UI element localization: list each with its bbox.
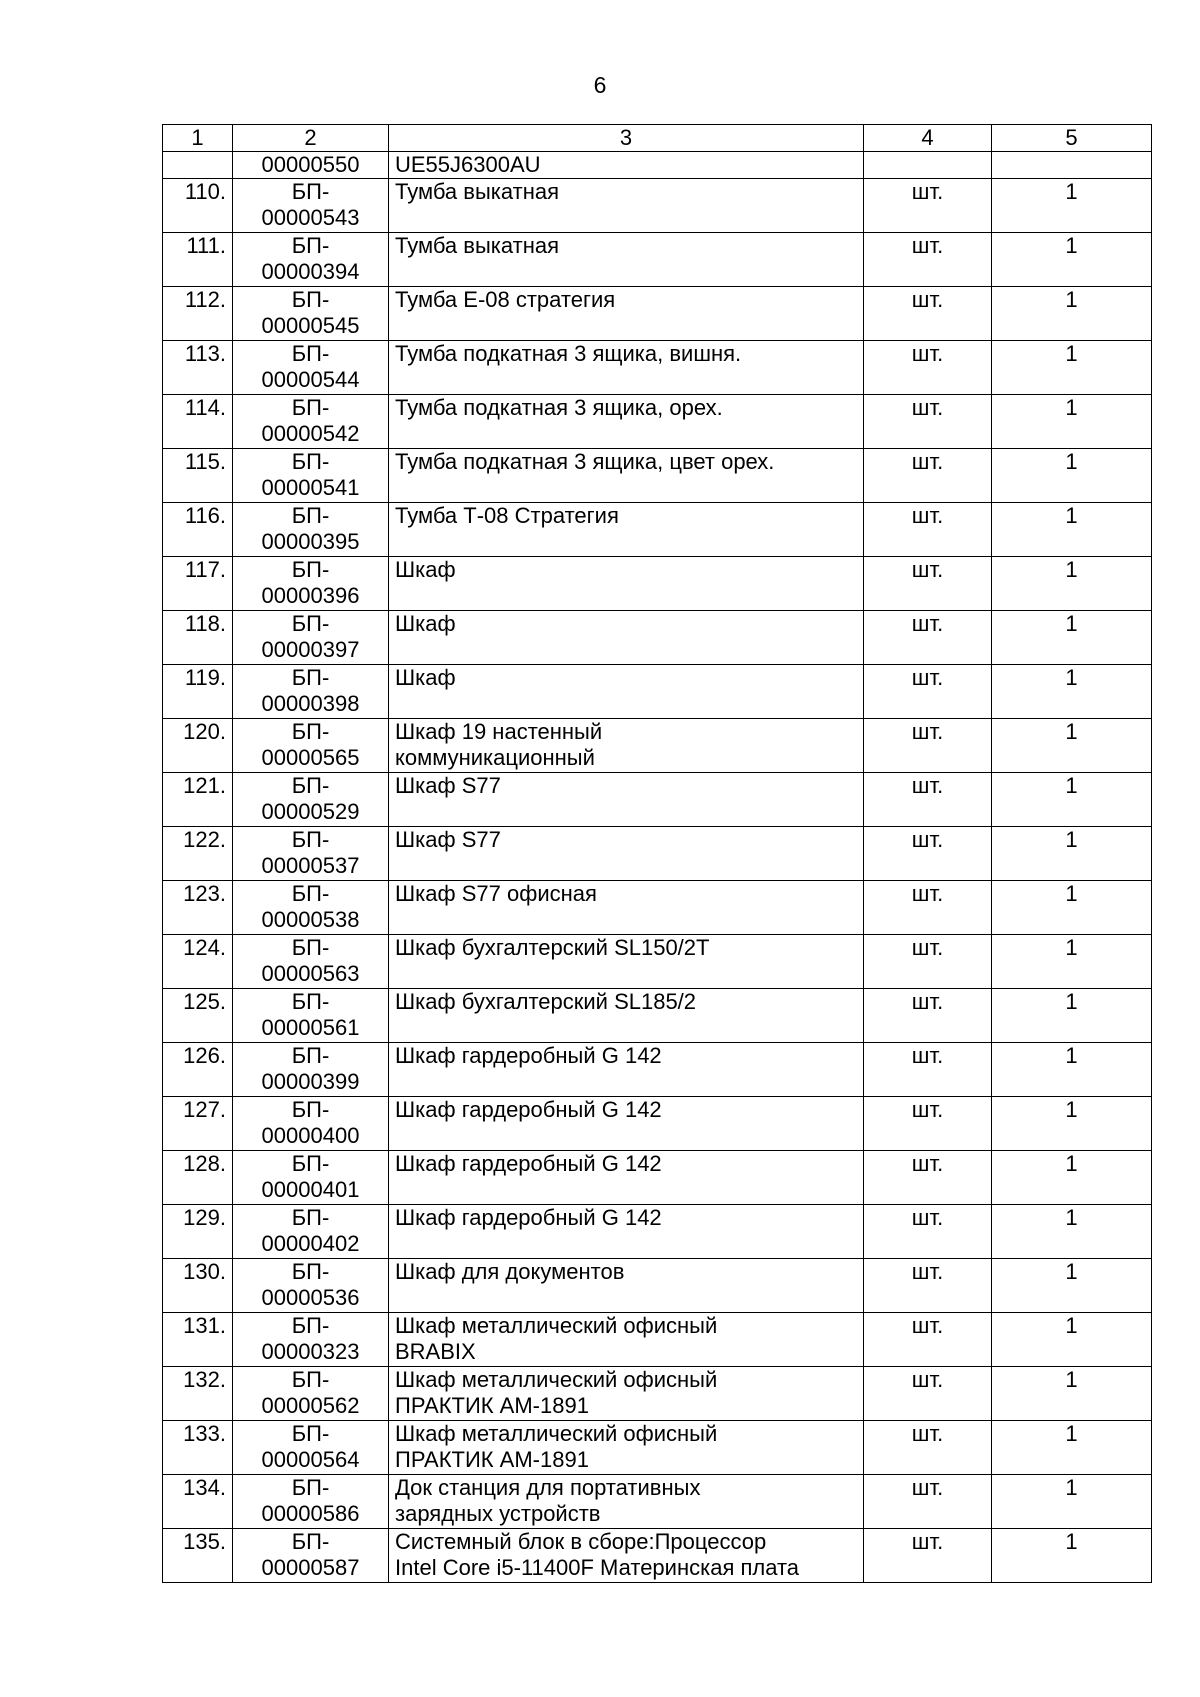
table-row	[163, 395, 1152, 449]
item-name-line-1: Шкаф гардеробный G 142	[395, 1097, 662, 1122]
item-name-line-1: Шкаф бухгалтерский SL185/2	[395, 989, 697, 1014]
row-number: 125.	[163, 989, 233, 1043]
item-name	[389, 287, 864, 341]
item-name	[389, 881, 864, 935]
item-name	[389, 827, 864, 881]
item-name	[389, 557, 864, 611]
item-code-number: 00000401	[261, 1177, 360, 1202]
item-code-number: 00000397	[261, 637, 360, 662]
item-name	[389, 773, 864, 827]
item-code-prefix: БП-	[291, 773, 330, 798]
item-name	[389, 1043, 864, 1097]
item-name-line-2: коммуникационный	[395, 745, 595, 770]
table-row	[163, 1475, 1152, 1529]
item-code	[233, 1313, 389, 1367]
item-code	[233, 881, 389, 935]
table-row	[163, 881, 1152, 935]
item-name-line-1: Шкаф	[395, 611, 456, 636]
item-unit: шт.	[864, 557, 992, 611]
item-code	[233, 773, 389, 827]
row-number: 135.	[163, 1529, 233, 1583]
item-code	[233, 233, 389, 287]
column-header-5: 5	[992, 125, 1152, 152]
row-number: 113.	[163, 341, 233, 395]
item-code-number: 00000541	[261, 475, 360, 500]
item-code	[233, 449, 389, 503]
row-number: 117.	[163, 557, 233, 611]
table-row	[163, 1043, 1152, 1097]
column-header-4: 4	[864, 125, 992, 152]
item-name	[389, 1205, 864, 1259]
item-code	[233, 989, 389, 1043]
item-code	[233, 503, 389, 557]
item-code-prefix: БП-	[291, 503, 330, 528]
row-number: 116.	[163, 503, 233, 557]
item-name-line-1: Системный блок в сборе:Процессор	[395, 1529, 767, 1554]
table-row	[163, 1313, 1152, 1367]
page-number: 6	[593, 72, 607, 98]
row-number: 128.	[163, 1151, 233, 1205]
row-number: 126.	[163, 1043, 233, 1097]
item-unit: шт.	[864, 1529, 992, 1583]
item-code-prefix: БП-	[291, 1043, 330, 1068]
item-code	[233, 1043, 389, 1097]
item-unit: шт.	[864, 1421, 992, 1475]
item-unit: шт.	[864, 233, 992, 287]
item-unit: шт.	[864, 503, 992, 557]
item-code-number: 00000561	[261, 1015, 360, 1040]
row-number: 132.	[163, 1367, 233, 1421]
item-code	[233, 287, 389, 341]
item-name-line-1: Шкаф 19 настенный	[395, 719, 603, 744]
item-name	[389, 1097, 864, 1151]
row-number: 111.	[163, 233, 233, 287]
item-name-line-1: Шкаф гардеробный G 142	[395, 1043, 662, 1068]
item-name-line-2: Intel Core i5-11400F Материнская плата	[395, 1555, 800, 1580]
item-quantity: 1	[992, 665, 1152, 719]
item-quantity: 1	[992, 881, 1152, 935]
item-code-prefix: БП-	[291, 1205, 330, 1230]
item-name	[389, 1367, 864, 1421]
item-name	[389, 233, 864, 287]
item-unit: шт.	[864, 449, 992, 503]
item-quantity: 1	[992, 341, 1152, 395]
item-name	[389, 611, 864, 665]
item-quantity	[992, 152, 1152, 179]
table-row	[163, 1367, 1152, 1421]
item-unit: шт.	[864, 341, 992, 395]
item-name-line-1: Шкаф S77	[395, 827, 501, 852]
item-unit: шт.	[864, 719, 992, 773]
item-quantity: 1	[992, 1529, 1152, 1583]
table-row	[163, 503, 1152, 557]
item-code	[233, 1205, 389, 1259]
item-unit: шт.	[864, 665, 992, 719]
row-number: 115.	[163, 449, 233, 503]
item-code-prefix: БП-	[291, 935, 330, 960]
item-name-line-1: Док станция для портативных	[395, 1475, 701, 1500]
item-code-prefix: БП-	[291, 341, 330, 366]
table-row	[163, 233, 1152, 287]
table-row	[163, 341, 1152, 395]
item-name-line-1: Шкаф металлический офисный	[395, 1313, 718, 1338]
item-code-prefix: БП-	[291, 1475, 330, 1500]
item-code-number: 00000545	[261, 313, 360, 338]
item-name-line-1: Шкаф гардеробный G 142	[395, 1205, 662, 1230]
table-row	[163, 287, 1152, 341]
item-unit: шт.	[864, 935, 992, 989]
item-code	[233, 665, 389, 719]
item-code-number: 00000542	[261, 421, 360, 446]
row-number: 127.	[163, 1097, 233, 1151]
item-code-number: 00000402	[261, 1231, 360, 1256]
item-code	[233, 1421, 389, 1475]
item-unit: шт.	[864, 827, 992, 881]
item-code-prefix: БП-	[291, 665, 330, 690]
column-header-1: 1	[163, 125, 233, 152]
item-unit: шт.	[864, 773, 992, 827]
item-quantity: 1	[992, 989, 1152, 1043]
item-code	[233, 1097, 389, 1151]
item-code-prefix: БП-	[291, 827, 330, 852]
item-name-line-1: Шкаф	[395, 665, 456, 690]
item-name	[389, 1421, 864, 1475]
table-row	[163, 611, 1152, 665]
row-number: 114.	[163, 395, 233, 449]
row-number: 129.	[163, 1205, 233, 1259]
item-quantity: 1	[992, 233, 1152, 287]
item-name	[389, 989, 864, 1043]
row-number	[163, 152, 233, 179]
item-unit: шт.	[864, 1043, 992, 1097]
item-name	[389, 341, 864, 395]
item-code-number: 00000398	[261, 691, 360, 716]
row-number: 123.	[163, 881, 233, 935]
item-code-prefix: БП-	[291, 179, 330, 204]
table-row	[163, 827, 1152, 881]
table-row	[163, 1421, 1152, 1475]
item-quantity: 1	[992, 557, 1152, 611]
item-name-line-1: Тумба Т-08 Стратегия	[395, 503, 619, 528]
item-name	[389, 1313, 864, 1367]
item-name-line-1: Шкаф бухгалтерский SL150/2T	[395, 935, 710, 960]
item-code	[233, 611, 389, 665]
item-name	[389, 179, 864, 233]
item-code-prefix: БП-	[291, 1151, 330, 1176]
item-code-number: 00000538	[261, 907, 360, 932]
item-code-prefix: БП-	[291, 557, 330, 582]
item-name-line-1: Тумба Е-08 стратегия	[395, 287, 616, 312]
item-unit: шт.	[864, 179, 992, 233]
item-quantity: 1	[992, 1205, 1152, 1259]
item-code-number: 00000536	[261, 1285, 360, 1310]
item-code	[233, 827, 389, 881]
item-code-prefix: БП-	[291, 719, 330, 744]
item-code-number: 00000396	[261, 583, 360, 608]
item-code	[233, 557, 389, 611]
item-code-number: 00000564	[261, 1447, 360, 1472]
item-code	[233, 935, 389, 989]
item-name-line-1: Шкаф металлический офисный	[395, 1421, 718, 1446]
item-name-line-1: Тумба подкатная 3 ящика, вишня.	[395, 341, 742, 366]
item-name-line-1: Тумба выкатная	[395, 233, 560, 258]
item-code-number: 00000565	[261, 745, 360, 770]
table-row	[163, 935, 1152, 989]
item-name-line-1: Шкаф гардеробный G 142	[395, 1151, 662, 1176]
item-quantity: 1	[992, 935, 1152, 989]
table-row	[163, 1529, 1152, 1583]
row-number: 122.	[163, 827, 233, 881]
row-number: 112.	[163, 287, 233, 341]
item-quantity: 1	[992, 1313, 1152, 1367]
item-name-line-2: BRABIX	[395, 1339, 476, 1364]
item-unit: шт.	[864, 287, 992, 341]
table-row-continuation	[163, 152, 1152, 179]
item-code-number: 00000529	[261, 799, 360, 824]
item-quantity: 1	[992, 449, 1152, 503]
item-name	[389, 1529, 864, 1583]
item-quantity: 1	[992, 179, 1152, 233]
row-number: 131.	[163, 1313, 233, 1367]
table-row	[163, 719, 1152, 773]
item-code-prefix: БП-	[291, 1367, 330, 1392]
row-number: 119.	[163, 665, 233, 719]
item-name-line-1: Шкаф S77 офисная	[395, 881, 597, 906]
item-name	[389, 1259, 864, 1313]
item-code-prefix: БП-	[291, 1421, 330, 1446]
item-quantity: 1	[992, 1367, 1152, 1421]
item-code	[233, 1259, 389, 1313]
item-code-number: 00000543	[261, 205, 360, 230]
item-name	[389, 395, 864, 449]
item-name-line-2: ПРАКТИК АМ-1891	[395, 1447, 589, 1472]
item-code-prefix: БП-	[291, 881, 330, 906]
item-quantity: 1	[992, 1421, 1152, 1475]
item-unit: шт.	[864, 1475, 992, 1529]
item-code-prefix: БП-	[291, 1097, 330, 1122]
item-code-prefix: БП-	[291, 611, 330, 636]
table-row	[163, 773, 1152, 827]
row-number: 134.	[163, 1475, 233, 1529]
item-quantity: 1	[992, 827, 1152, 881]
item-unit: шт.	[864, 1205, 992, 1259]
item-quantity: 1	[992, 1043, 1152, 1097]
table-row	[163, 665, 1152, 719]
item-name	[389, 449, 864, 503]
item-name-line-1: Шкаф металлический офисный	[395, 1367, 718, 1392]
item-code-number: 00000587	[261, 1555, 360, 1580]
item-quantity: 1	[992, 611, 1152, 665]
item-code	[233, 179, 389, 233]
table-header-row	[163, 125, 1152, 152]
item-code-prefix: БП-	[291, 287, 330, 312]
item-code	[233, 1475, 389, 1529]
item-quantity: 1	[992, 503, 1152, 557]
item-code	[233, 1367, 389, 1421]
item-code: 00000550	[233, 152, 389, 179]
item-unit: шт.	[864, 395, 992, 449]
row-number: 118.	[163, 611, 233, 665]
item-name-line-1: Шкаф	[395, 557, 456, 582]
column-header-3: 3	[389, 125, 864, 152]
item-code-number: 00000399	[261, 1069, 360, 1094]
item-code	[233, 1529, 389, 1583]
item-quantity: 1	[992, 1475, 1152, 1529]
item-code-number: 00000586	[261, 1501, 360, 1526]
item-quantity: 1	[992, 719, 1152, 773]
item-code-prefix: БП-	[291, 395, 330, 420]
item-name	[389, 1151, 864, 1205]
row-number: 110.	[163, 179, 233, 233]
table-row	[163, 1097, 1152, 1151]
item-code	[233, 719, 389, 773]
item-code-number: 00000394	[261, 259, 360, 284]
row-number: 124.	[163, 935, 233, 989]
item-code	[233, 341, 389, 395]
item-quantity: 1	[992, 1259, 1152, 1313]
row-number: 133.	[163, 1421, 233, 1475]
item-unit: шт.	[864, 881, 992, 935]
item-name-line-1: Шкаф S77	[395, 773, 501, 798]
item-unit: шт.	[864, 611, 992, 665]
table-row	[163, 989, 1152, 1043]
item-code-number: 00000323	[261, 1339, 360, 1364]
item-code-prefix: БП-	[291, 449, 330, 474]
item-quantity: 1	[992, 395, 1152, 449]
item-unit: шт.	[864, 1313, 992, 1367]
item-name	[389, 665, 864, 719]
item-name	[389, 1475, 864, 1529]
item-name-line-1: Тумба подкатная 3 ящика, цвет орех.	[395, 449, 775, 474]
item-code	[233, 1151, 389, 1205]
table-row	[163, 449, 1152, 503]
item-code-prefix: БП-	[291, 989, 330, 1014]
item-name-line-2: зарядных устройств	[395, 1501, 601, 1526]
item-name: UE55J6300AU	[389, 152, 864, 179]
column-header-2: 2	[233, 125, 389, 152]
row-number: 121.	[163, 773, 233, 827]
item-code-prefix: БП-	[291, 233, 330, 258]
item-code-number: 00000537	[261, 853, 360, 878]
item-name-line-2: ПРАКТИК АМ-1891	[395, 1393, 589, 1418]
inventory-table	[162, 124, 1152, 1583]
item-code-prefix: БП-	[291, 1529, 330, 1554]
item-name-line-1: Шкаф для документов	[395, 1259, 625, 1284]
item-quantity: 1	[992, 773, 1152, 827]
item-unit: шт.	[864, 1259, 992, 1313]
item-name	[389, 719, 864, 773]
table-row	[163, 179, 1152, 233]
row-number: 130.	[163, 1259, 233, 1313]
item-name-line-1: Тумба выкатная	[395, 179, 560, 204]
item-unit	[864, 152, 992, 179]
item-quantity: 1	[992, 1097, 1152, 1151]
item-code-number: 00000400	[261, 1123, 360, 1148]
item-code-prefix: БП-	[291, 1313, 330, 1338]
item-code-number: 00000395	[261, 529, 360, 554]
item-unit: шт.	[864, 1097, 992, 1151]
item-unit: шт.	[864, 989, 992, 1043]
item-code-number: 00000563	[261, 961, 360, 986]
item-code	[233, 395, 389, 449]
item-quantity: 1	[992, 1151, 1152, 1205]
item-code-number: 00000562	[261, 1393, 360, 1418]
item-name	[389, 503, 864, 557]
table-row	[163, 1151, 1152, 1205]
item-unit: шт.	[864, 1367, 992, 1421]
table-row	[163, 1259, 1152, 1313]
table-row	[163, 1205, 1152, 1259]
item-unit: шт.	[864, 1151, 992, 1205]
item-code-number: 00000544	[261, 367, 360, 392]
item-name-line-1: Тумба подкатная 3 ящика, орех.	[395, 395, 723, 420]
row-number: 120.	[163, 719, 233, 773]
table-row	[163, 557, 1152, 611]
item-quantity: 1	[992, 287, 1152, 341]
item-name	[389, 935, 864, 989]
item-code-prefix: БП-	[291, 1259, 330, 1284]
